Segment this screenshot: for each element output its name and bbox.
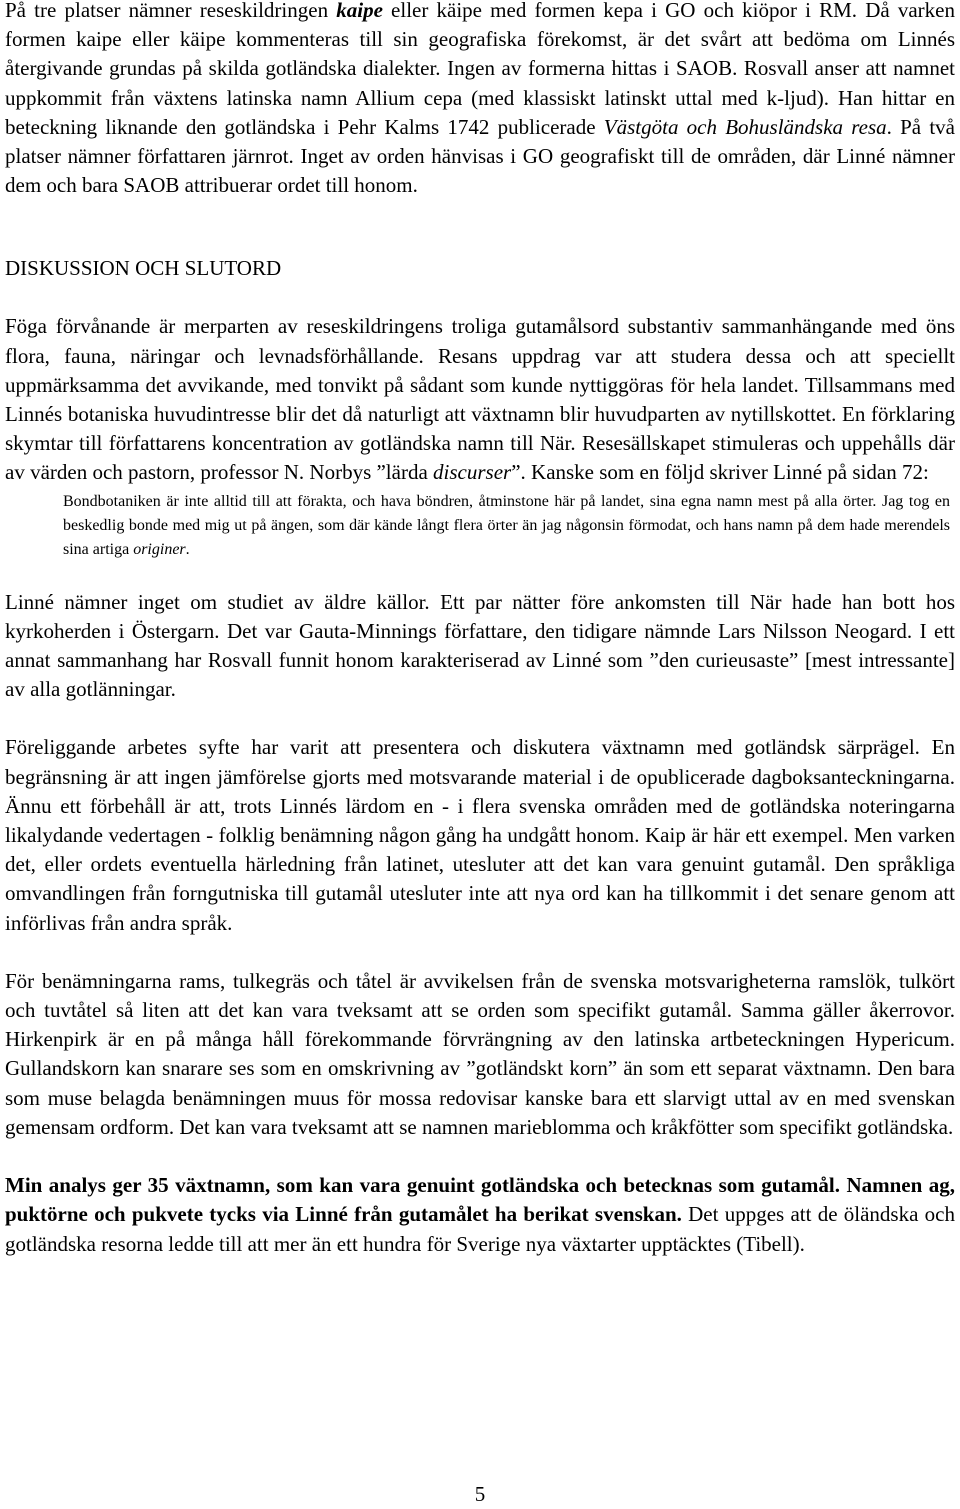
quote-text: Bondbotaniken är inte alltid till att förakta, och hava böndren, åtminstone här på landet, sina egna namn mest på alla örter. Jag tog en beskedlig bonde med mig ut på ängen, som där kände långt flera örter än jag någonsin förmodat, och hans namn på dem hade merendels sina artiga — [63, 492, 950, 558]
paragraph-purpose: Föreliggande arbetes syfte har varit att presentera och diskutera växtnamn med gotländsk särprägel. En begränsning är att ingen jämförelse gjorts med motsvarande material i de opublicerade dagboksanteckningarna. Ännu ett förbehåll är att, trots Linnés lärdom en - i flera svenska områden med de gotländska noteringarna likalydande vedertagen - folklig benämning någon gång ha undgått honom. Kaip är här ett exempel. Men varken det, eller ordets eventuella härledning från latinet, utesluter att det kan vara genuint gutamål. Den språkliga omvandlingen från forngutniska till gutamål utesluter inte att nya ord kan ha tillkommit i det senare genom att införlivas från andra språk. — [5, 735, 955, 935]
book-title: Västgöta och Bohusländska resa — [603, 114, 887, 139]
paragraph-conclusion — [5, 1171, 955, 1259]
paragraph-text: ”. Kanske som en följd skriver Linné på sidan 72: — [511, 460, 929, 485]
paragraph-kaipe — [5, 0, 955, 200]
paragraph-discussion — [5, 312, 955, 487]
paragraph-names: För benämningarna rams, tulkegräs och tåtel är avvikelsen från de svenska motsvarigheterna ramslök, tulkört och tuvtåtel så liten att det kan vara tveksamt att se orden som specifikt gutamål. Samma gäller åkerrovor. Hirkenpirk är en på många håll förekommande förvrängning av den latinska artbeteckningen Hypericum. Gullandskorn kan snarare ses som en omskrivning av ”gotländskt korn” än som ett separat växtnamn. Den bara som muse belagda benämningen muus för mossa redovisar kanske bara ett slarvigt uttal av en med svenskan gemensam ordform. Det kan vara tveksamt att se namnen marieblomma och kråkfötter som specifikt gotländska. — [5, 968, 955, 1139]
bold-conclusion: Min analys ger 35 växtnamn, som kan vara genuint gotländska och betecknas som gutamål. Namnen ag, puktörne och pukvete tycks via Linné från gutamålet ha berikat svenskan. — [5, 1173, 955, 1227]
paragraph-text: Det uppges att de öländska och gotländska resorna ledde till att mer än ett hundra för Sverige nya växtarter upptäcktes (Tibell). — [5, 1202, 956, 1256]
paragraph-sources: Linné nämner inget om studiet av äldre källor. Ett par nätter före ankomsten till När hade han bott hos kyrkoherden i Östergarn. Det var Gauta-Minnings författare, den tidigare nämnde Lars Nilsson Neogard. I ett annat sammanhang har Rosvall funnit honom karakteriserad av Linné som ”den curieusaste” [mest intressante] av alla gotlänningar. — [5, 589, 955, 702]
block-quote — [63, 490, 950, 562]
paragraph-text: . På två platser nämner författaren järnrot. Inget av orden hänvisas i GO geografiskt till de områden, där Linné nämner dem och bara SAOB attribuerar ordet till honom. — [5, 114, 955, 198]
emphasis-text: kaipe — [336, 0, 383, 22]
page-number: 5 — [474, 1482, 486, 1506]
section-heading: DISKUSSION OCH SLUTORD — [5, 256, 282, 281]
emphasis-text: originer — [133, 540, 186, 558]
paragraph-text: Föga förvånande är merparten av reseskildringens troliga gutamålsord substantiv sammanhängande med öns flora, fauna, näringar och levnadsförhållande. Resans uppdrag var att studera dessa och att speciellt uppmärksamma det avvikande, med tonvikt på sådant som kunde nyttiggöras för hela landet. Tillsammans med Linnés botaniska huvudintresse blir det då naturligt att växtnamn blir huvudparten av nytillskottet. En förklaring skymtar till författarens koncentration av gotländska namn till När. Resesällskapet stimuleras och uppehålls där av värden och pastorn, professor N. Norbys ”lärda — [5, 314, 955, 485]
quote-text: . — [185, 540, 190, 558]
paragraph-text: eller käipe med formen kepa i GO och kiöpor i RM. Då varken formen kaipe eller käipe kommenteras till sin geografiska förekomst, är det svårt att bedöma om Linnés återgivande grundas på skilda gotländska dialekter. Ingen av formerna hittas i SAOB. Rosvall anser att namnet uppkommit från växtens latinska namn Allium cepa (med klassiskt latinskt uttal med k-ljud). Han hittar en beteckning liknande den gotländska i Pehr Kalms 1742 publicerade — [5, 0, 955, 139]
paragraph-text: På tre platser nämner reseskildringen — [5, 0, 337, 22]
emphasis-text: discurser — [433, 460, 512, 485]
